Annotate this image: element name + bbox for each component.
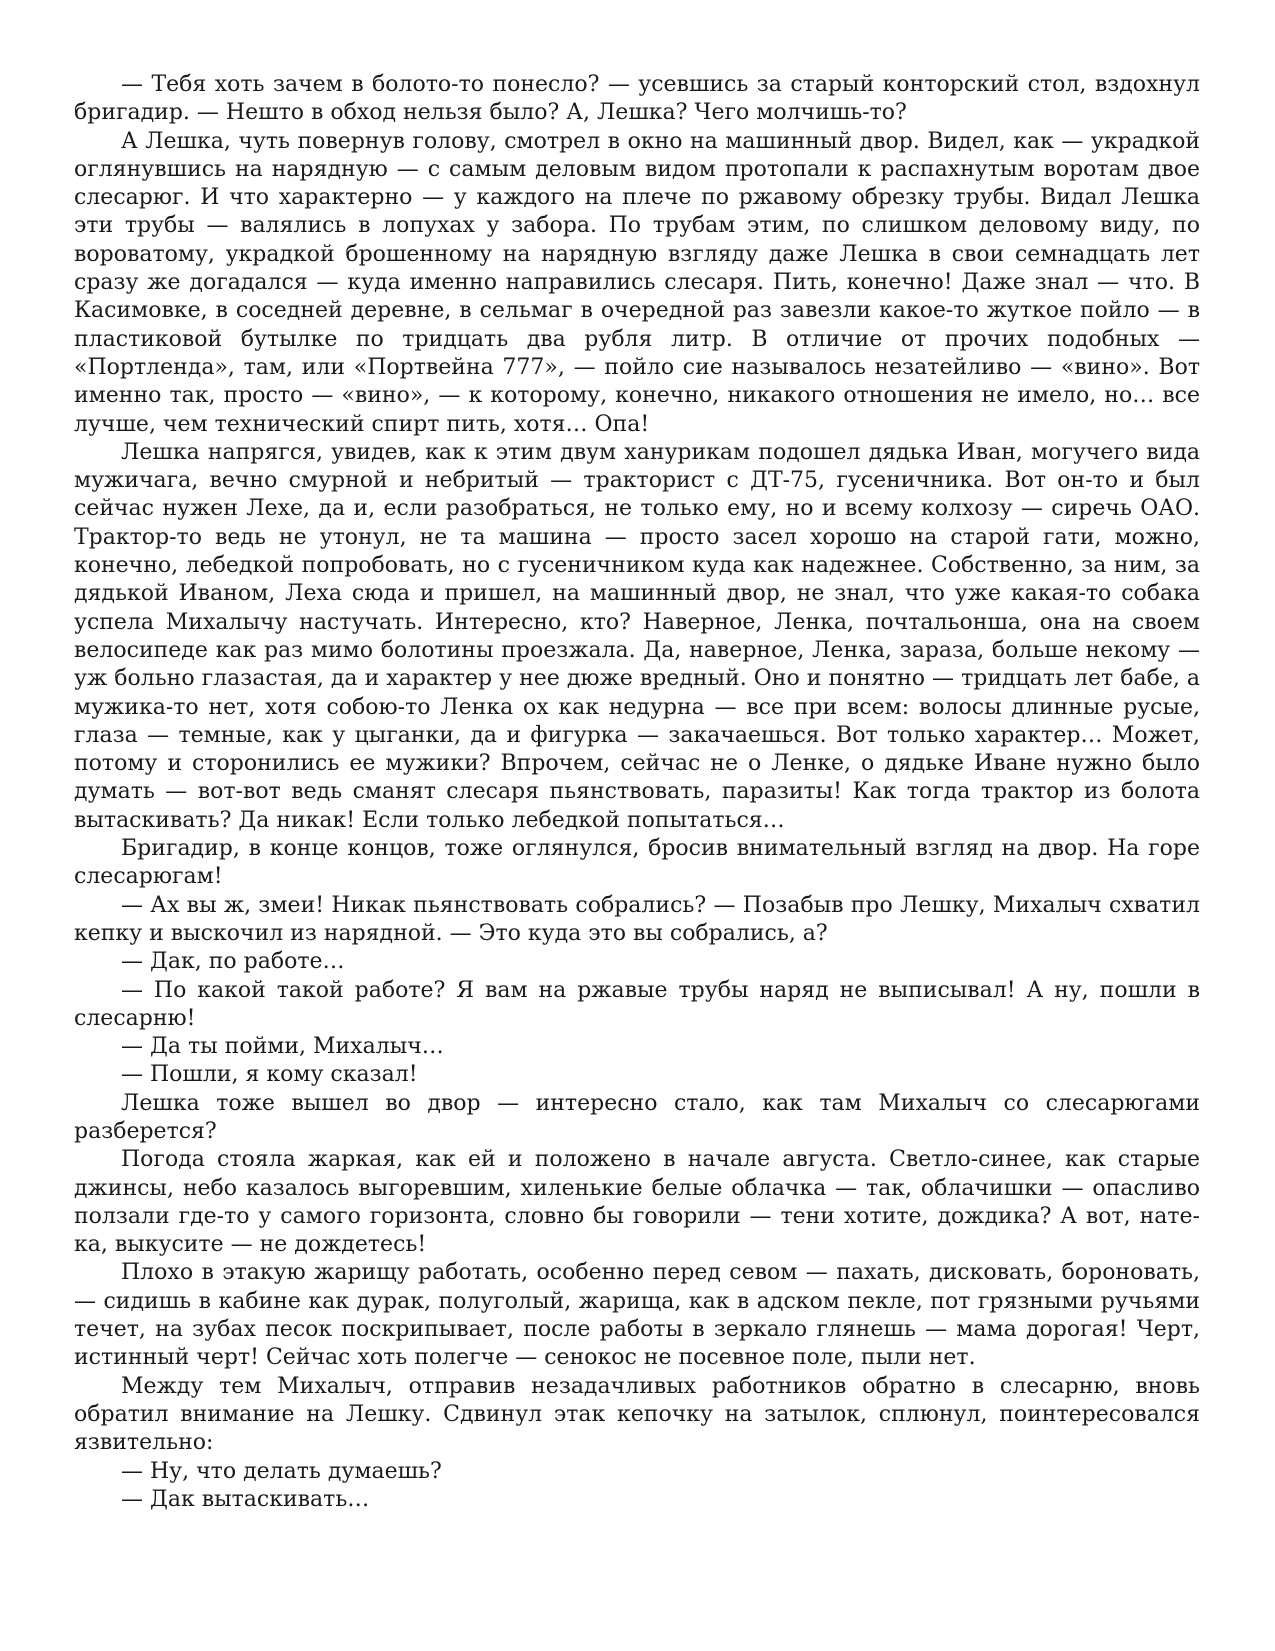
paragraph: Лешка тоже вышел во двор — интересно стало, как там Михалыч со слесарюгами разберется?: [74, 1090, 1200, 1144]
paragraph: — Дак, по работе…: [121, 949, 345, 975]
paragraph: — Ах вы ж, змеи! Никак пьянствовать собрались? — Позабыв про Лешку, Михалыч схватил кепку и выскочил из нарядной. — Это куда это вы собрались, а?: [74, 892, 1200, 946]
paragraph: Лешка напрягся, увидев, как к этим двум ханурикам подошел дядька Иван, могучего вида мужичага, вечно смурной и небритый — тракторист с ДТ-75, гусеничника. Вот он-то и был сейчас нужен Лехе, да и, если разобраться, не только ему, но и всему колхозу — сиречь ОАО. Трактор-то ведь не утонул, не та машина — просто засел хорошо на старой гати, можно, конечно, лебедкой попробовать, но с гусеничником куда как надежнее. Собственно, за ним, за дядькой Иваном, Леха сюда и пришел, на машинный двор, не знал, что уже какая-то собака успела Михалычу настучать. Интересно, кто? Наверное, Ленка, почтальонша, она на своем велосипеде как раз мимо болотины проезжала. Да, наверное, Ленка, зараза, больше некому — уж больно глазастая, да и характер у нее дюже вредный. Оно и понятно — тридцать лет бабе, а мужика-то нет, хотя собою-то Ленка ох как недурна — все при всем: волосы длинные русые, глаза — темные, как у цыганки, да и фигурка — закачаешься. Вот только характер… Может, потому и сторонились ее мужики? Впрочем, сейчас не о Ленке, о дядьке Иване нужно было думать — вот-вот ведь сманят слесаря пьянствовать, паразиты! Как тогда трактор из болота вытаскивать? Да никак! Если только лебедкой попытаться…: [74, 439, 1200, 833]
paragraph: Плохо в этакую жарищу работать, особенно перед севом — пахать, дисковать, бороновать, — сидишь в кабине как дурак, полуголый, жарища, как в адском пекле, пот грязными ручьями течет, на зубах песок поскрипывает, после работы в зеркало глянешь — мама дорогая! Черт, истинный черт! Сейчас хоть полегче — сенокос не посевное поле, пыли нет.: [74, 1260, 1200, 1371]
paragraph: Бригадир, в конце концов, тоже оглянулся, бросив внимательный взгляд на двор. На горе слесарюгам!: [74, 836, 1200, 890]
paragraph: Погода стояла жаркая, как ей и положено в начале августа. Светло-синее, как старые джинсы, небо казалось выгоревшим, хиленькие белые облачка — так, облачишки — опасливо ползали где-то у самого горизонта, словно бы говорили — тени хотите, дождика? А вот, нате-ка, выкусите — не дождетесь!: [74, 1147, 1200, 1258]
paragraph: — Пошли, я кому сказал!: [121, 1062, 418, 1088]
paragraph: А Лешка, чуть повернув голову, смотрел в окно на машинный двор. Видел, как — украдкой оглянувшись на нарядную — с самым деловым видом протопали к распахнутым воротам двое слесарюг. И что характерно — у каждого на плече по ржавому обрезку трубы. Видал Лешка эти трубы — валялись в лопухах у забора. По трубам этим, по слишком деловому виду, по вороватому, украдкой брошенному на нарядную взгляду даже Лешка в свои семнадцать лет сразу же догадался — куда именно направились слесаря. Пить, конечно! Даже знал — что. В Касимовке, в соседней деревне, в сельмаг в очередной раз завезли какое-то жуткое пойло — в пластиковой бутылке по тридцать два рубля литр. В отличие от прочих подобных — «Портленда», там, или «Портвейна 777», — пойло сие называлось незатейливо — «вино». Вот именно так, просто — «вино», — к которому, конечно, никакого отношения не имело, но… все лучше, чем технический спирт пить, хотя… Опа!: [74, 128, 1200, 437]
paragraph: — Да ты пойми, Михалыч…: [121, 1034, 444, 1060]
paragraph: — По какой такой работе? Я вам на ржавые трубы наряд не выписывал! А ну, пошли в слесарню!: [74, 977, 1200, 1031]
paragraph: — Тебя хоть зачем в болото-то понесло? — усевшись за старый конторский стол, вздохнул бригадир. — Нешто в обход нельзя было? А, Лешка? Чего молчишь-то?: [74, 72, 1200, 126]
paragraph: — Ну, что делать думаешь?: [121, 1458, 442, 1484]
paragraph: Между тем Михалыч, отправив незадачливых работников обратно в слесарню, вновь обратил внимание на Лешку. Сдвинул этак кепочку на затылок, сплюнул, поинтересовался язвительно:: [74, 1373, 1200, 1456]
document-page: [74, 71, 1200, 1514]
paragraph: — Дак вытаскивать…: [121, 1486, 370, 1512]
